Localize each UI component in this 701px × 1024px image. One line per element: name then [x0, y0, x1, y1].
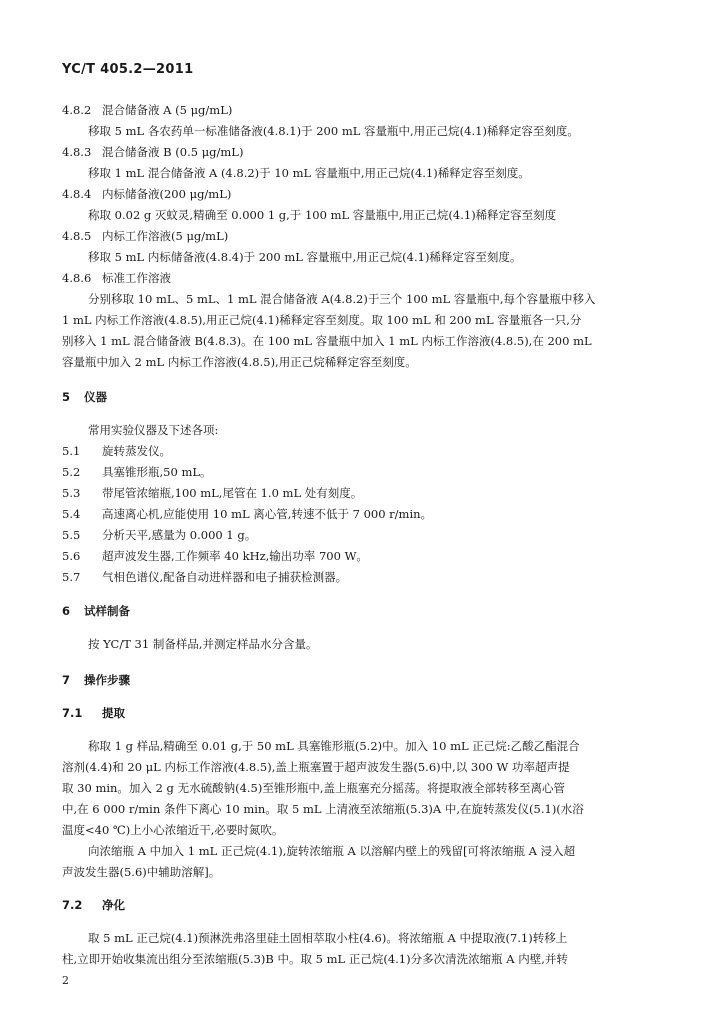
- clause-number: 4.8.6: [62, 271, 92, 285]
- item-number: 5.4: [62, 507, 81, 521]
- section-number: 5: [62, 390, 71, 404]
- section-5-intro: 常用实验仪器及下述各项:: [88, 423, 219, 437]
- section-5-heading: [62, 390, 642, 404]
- list-item: [62, 444, 642, 458]
- clause-4-8-5-text: 移取 5 mL 内标储备液(4.8.4)于 200 mL 容量瓶中,用正己烷(4.1)稀释定容至刻度。: [88, 250, 522, 264]
- clause-title: 混合储备液 B (0.5 μg/mL): [102, 145, 244, 159]
- section-7-heading: [62, 673, 642, 687]
- section-title: 试样制备: [84, 604, 130, 618]
- item-number: 5.5: [62, 528, 81, 542]
- item-number: 5.1: [62, 444, 81, 458]
- paragraph-line: 取 30 min。加入 2 g 无水硫酸钠(4.5)至锥形瓶中,盖上瓶塞充分摇荡。将提取液全部转移至离心管: [62, 781, 565, 795]
- clause-4-8-3-heading: [62, 145, 642, 159]
- section-6-text: 按 YC/T 31 制备样品,并测定样品水分含量。: [88, 637, 318, 651]
- paragraph-line: 取 5 mL 正己烷(4.1)预淋洗弗洛里硅土固相萃取小柱(4.6)。将浓缩瓶 A 中提取液(7.1)转移上: [88, 931, 568, 945]
- item-number: 5.2: [62, 465, 81, 479]
- item-text: 气相色谱仪,配备自动进样器和电子捕获检测器。: [102, 570, 348, 584]
- paragraph-line: 声波发生器(5.6)中辅助溶解]。: [62, 865, 221, 879]
- clause-4-8-2-heading: [62, 103, 642, 117]
- list-item: [62, 507, 642, 521]
- list-item: [62, 465, 642, 479]
- paragraph-line: 1 mL 内标工作溶液(4.8.5),用正己烷(4.1)稀释定容至刻度。取 100 mL 和 200 mL 容量瓶各一只,分: [62, 313, 582, 327]
- clause-4-8-4-heading: [62, 187, 642, 201]
- list-item: [62, 570, 642, 584]
- clause-title: 标准工作溶液: [102, 271, 171, 285]
- section-title: 仪器: [84, 390, 107, 404]
- paragraph-line: 容量瓶中加入 2 mL 内标工作溶液(4.8.5),用正己烷稀释定容至刻度。: [62, 355, 417, 369]
- item-number: 5.7: [62, 570, 81, 584]
- paragraph-line: 分别移取 10 mL、5 mL、1 mL 混合储备液 A(4.8.2)于三个 100 mL 容量瓶中,每个容量瓶中移入: [88, 292, 596, 306]
- clause-title: 内标工作溶液(5 μg/mL): [102, 229, 229, 243]
- clause-7-1-heading: [62, 706, 642, 720]
- clause-7-2-heading: [62, 898, 642, 912]
- clause-4-8-4-text: 称取 0.02 g 灭蚊灵,精确至 0.000 1 g,于 100 mL 容量瓶中,用正己烷(4.1)稀释定容至刻度: [88, 208, 557, 222]
- clause-4-8-5-heading: [62, 229, 642, 243]
- paragraph-line: 柱,立即开始收集流出组分至浓缩瓶(5.3)B 中。取 5 mL 正己烷(4.1)分多次清洗浓缩瓶 A 内壁,并转: [62, 952, 568, 966]
- paragraph-line: 别移入 1 mL 混合储备液 B(4.8.3)。在 100 mL 容量瓶中加入 1 mL 内标工作溶液(4.8.5),在 200 mL: [62, 334, 592, 348]
- section-number: 7: [62, 673, 71, 687]
- clause-title: 提取: [102, 706, 125, 720]
- clause-number: 7.1: [62, 706, 83, 720]
- paragraph-line: 向浓缩瓶 A 中加入 1 mL 正己烷(4.1),旋转浓缩瓶 A 以溶解内壁上的残留[可将浓缩瓶 A 浸入超: [88, 844, 576, 858]
- clause-number: 4.8.2: [62, 103, 92, 117]
- page-number: 2: [62, 974, 69, 987]
- clause-number: 4.8.3: [62, 145, 92, 159]
- item-text: 带尾管浓缩瓶,100 mL,尾管在 1.0 mL 处有刻度。: [102, 486, 363, 500]
- section-number: 6: [62, 604, 71, 618]
- item-number: 5.3: [62, 486, 81, 500]
- clause-number: 4.8.4: [62, 187, 92, 201]
- item-text: 分析天平,感量为 0.000 1 g。: [102, 528, 257, 542]
- clause-4-8-6-heading: [62, 271, 642, 285]
- paragraph-line: 中,在 6 000 r/min 条件下离心 10 min。取 5 mL 上清液至浓缩瓶(5.3)A 中,在旋转蒸发仪(5.1)(水浴: [62, 802, 584, 816]
- item-text: 具塞锥形瓶,50 mL。: [102, 465, 212, 479]
- clause-number: 7.2: [62, 898, 83, 912]
- paragraph-line: 称取 1 g 样品,精确至 0.01 g,于 50 mL 具塞锥形瓶(5.2)中。加入 10 mL 正己烷:乙酸乙酯混合: [88, 739, 580, 753]
- clause-title: 混合储备液 A (5 μg/mL): [102, 103, 233, 117]
- clause-4-8-2-text: 移取 5 mL 各农药单一标准储备液(4.8.1)于 200 mL 容量瓶中,用正己烷(4.1)稀释定容至刻度。: [88, 124, 579, 138]
- clause-title: 净化: [102, 898, 125, 912]
- clause-number: 4.8.5: [62, 229, 92, 243]
- paragraph-line: 温度<40 ℃)上小心浓缩近干,必要时氮吹。: [62, 823, 284, 837]
- list-item: [62, 528, 642, 542]
- item-text: 超声波发生器,工作频率 40 kHz,输出功率 700 W。: [102, 549, 368, 563]
- item-text: 高速离心机,应能使用 10 mL 离心管,转速不低于 7 000 r/min。: [102, 507, 433, 521]
- clause-title: 内标储备液(200 μg/mL): [102, 187, 232, 201]
- clause-4-8-3-text: 移取 1 mL 混合储备液 A (4.8.2)于 10 mL 容量瓶中,用正己烷(4.1)稀释定容至刻度。: [88, 166, 530, 180]
- item-text: 旋转蒸发仪。: [102, 444, 171, 458]
- section-title: 操作步骤: [84, 673, 130, 687]
- paragraph-line: 溶剂(4.4)和 20 μL 内标工作溶液(4.8.5),盖上瓶塞置于超声波发生器(5.6)中,以 300 W 功率超声提: [62, 760, 570, 774]
- item-number: 5.6: [62, 549, 81, 563]
- list-item: [62, 549, 642, 563]
- section-6-heading: [62, 604, 642, 618]
- list-item: [62, 486, 642, 500]
- standard-code: YC/T 405.2—2011: [62, 62, 194, 77]
